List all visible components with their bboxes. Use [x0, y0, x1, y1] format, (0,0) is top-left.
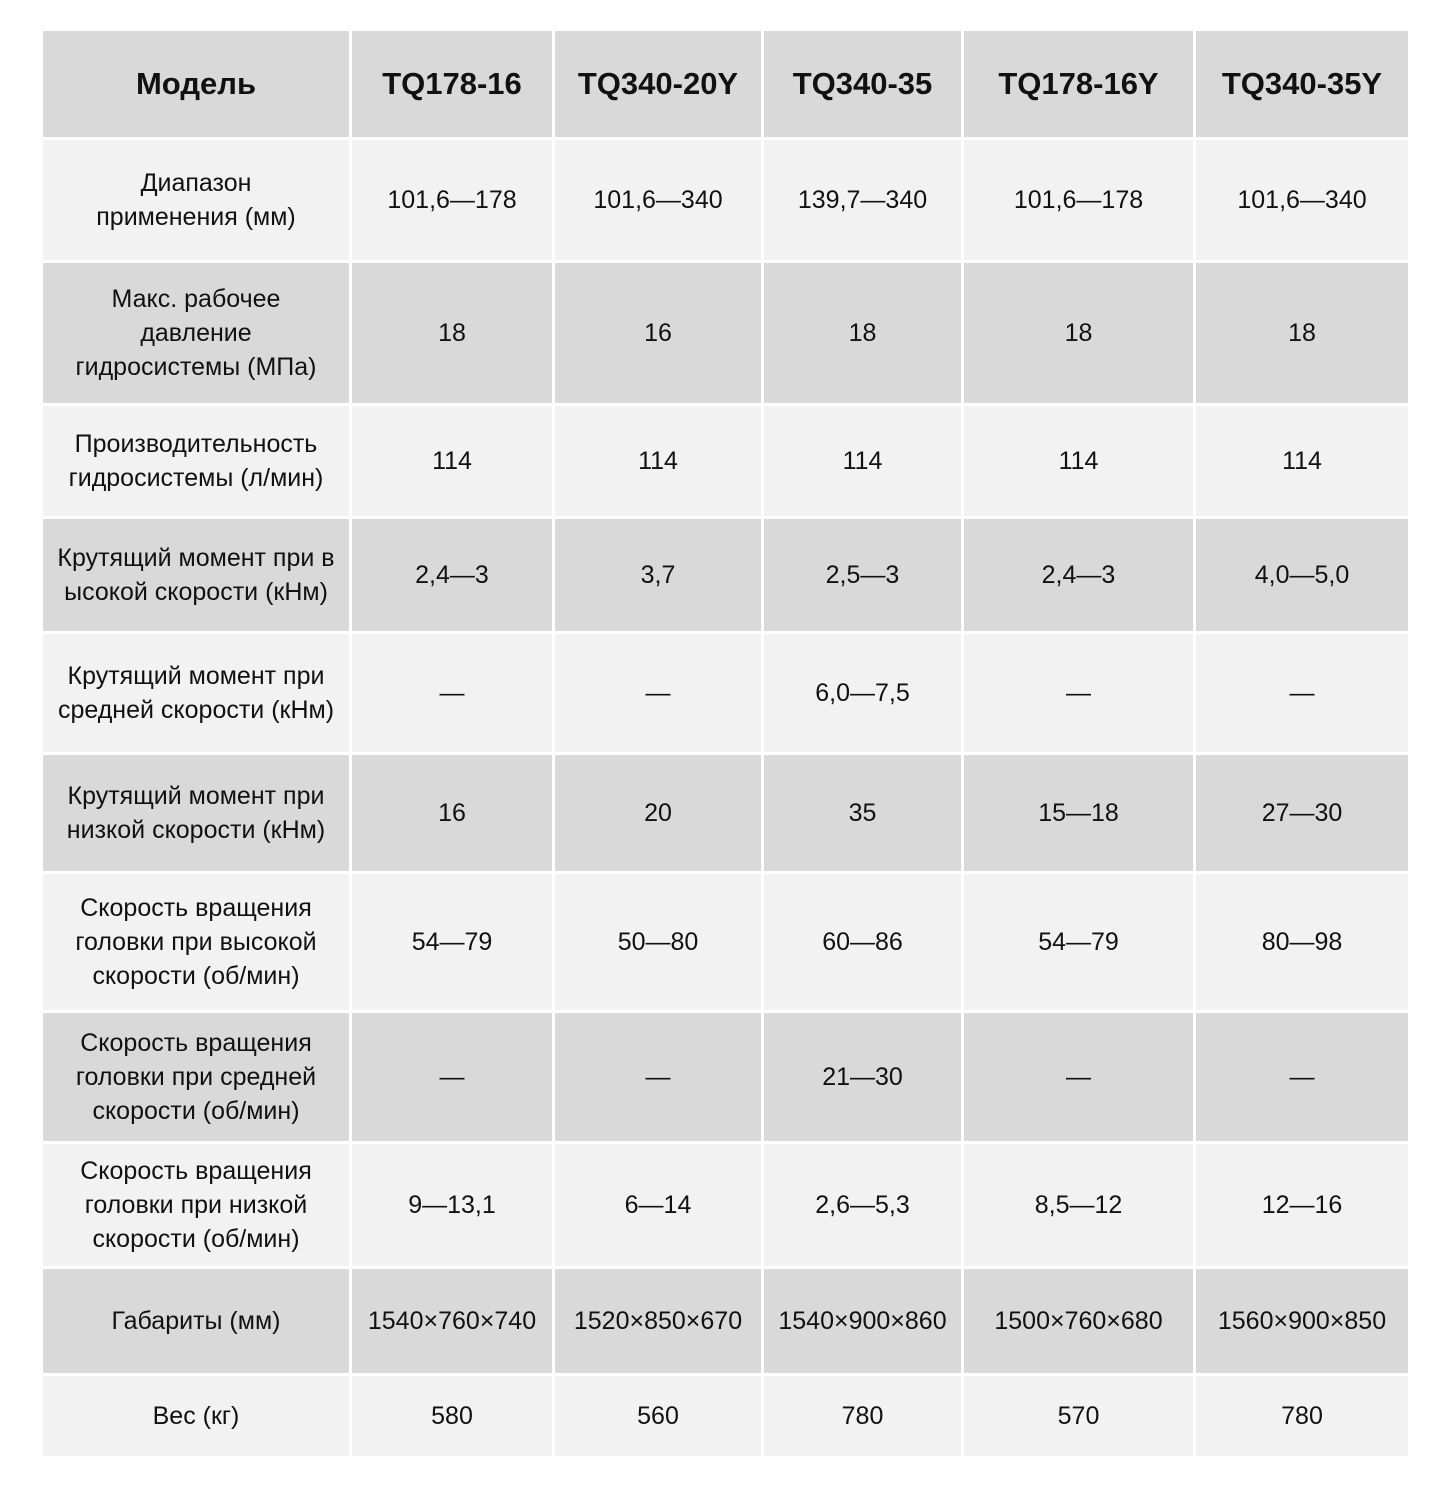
value-cell: —: [555, 1013, 761, 1141]
table-row: [43, 874, 1408, 1010]
table-row: [43, 1269, 1408, 1373]
value-cell: 54—79: [352, 874, 552, 1010]
value-cell: 15—18: [964, 755, 1193, 871]
header-cell-tq340-35: TQ340-35: [764, 31, 961, 137]
value-cell: 16: [352, 755, 552, 871]
value-cell: 580: [352, 1376, 552, 1456]
value-cell: 35: [764, 755, 961, 871]
value-cell: 80—98: [1196, 874, 1408, 1010]
value-cell: —: [964, 634, 1193, 752]
parameter-cell: Крутящий момент при средней скорости (кНм): [43, 634, 349, 752]
value-cell: 114: [555, 406, 761, 516]
value-cell: 2,5—3: [764, 519, 961, 631]
parameter-cell: Скорость вращения головки при низкой скорости (об/мин): [43, 1144, 349, 1266]
value-cell: 780: [1196, 1376, 1408, 1456]
value-cell: 12—16: [1196, 1144, 1408, 1266]
value-cell: —: [352, 1013, 552, 1141]
value-cell: 50—80: [555, 874, 761, 1010]
value-cell: 21—30: [764, 1013, 961, 1141]
header-cell-tq178-16y: TQ178-16Y: [964, 31, 1193, 137]
value-cell: 1500×760×680: [964, 1269, 1193, 1373]
header-cell-tq340-20y: TQ340-20Y: [555, 31, 761, 137]
value-cell: 18: [352, 263, 552, 403]
value-cell: 18: [764, 263, 961, 403]
value-cell: 114: [964, 406, 1193, 516]
table-row: [43, 755, 1408, 871]
value-cell: 139,7—340: [764, 140, 961, 260]
value-cell: 20: [555, 755, 761, 871]
value-cell: 16: [555, 263, 761, 403]
value-cell: 2,4—3: [352, 519, 552, 631]
value-cell: 570: [964, 1376, 1193, 1456]
value-cell: 9—13,1: [352, 1144, 552, 1266]
value-cell: 8,5—12: [964, 1144, 1193, 1266]
value-cell: 6—14: [555, 1144, 761, 1266]
table-row: [43, 1013, 1408, 1141]
parameter-cell: Скорость вращения головки при средней скорости (об/мин): [43, 1013, 349, 1141]
specifications-table: [40, 28, 1411, 1459]
table-row: [43, 634, 1408, 752]
value-cell: 114: [1196, 406, 1408, 516]
parameter-cell: Макс. рабочее давление гидросистемы (МПа): [43, 263, 349, 403]
header-cell-tq178-16: TQ178-16: [352, 31, 552, 137]
table-row: [43, 1144, 1408, 1266]
table-row: [43, 1376, 1408, 1456]
value-cell: 3,7: [555, 519, 761, 631]
header-row: [43, 31, 1408, 137]
value-cell: 101,6—178: [352, 140, 552, 260]
value-cell: 54—79: [964, 874, 1193, 1010]
value-cell: —: [1196, 1013, 1408, 1141]
parameter-cell: Скорость вращения головки при высокой скорости (об/мин): [43, 874, 349, 1010]
value-cell: 6,0—7,5: [764, 634, 961, 752]
value-cell: 101,6—340: [555, 140, 761, 260]
value-cell: 114: [764, 406, 961, 516]
header-cell-tq340-35y: TQ340-35Y: [1196, 31, 1408, 137]
table-row: [43, 140, 1408, 260]
value-cell: 780: [764, 1376, 961, 1456]
value-cell: 27—30: [1196, 755, 1408, 871]
value-cell: 1540×760×740: [352, 1269, 552, 1373]
value-cell: 2,6—5,3: [764, 1144, 961, 1266]
table-row: [43, 519, 1408, 631]
table-row: [43, 263, 1408, 403]
value-cell: 4,0—5,0: [1196, 519, 1408, 631]
value-cell: —: [964, 1013, 1193, 1141]
value-cell: —: [555, 634, 761, 752]
value-cell: 560: [555, 1376, 761, 1456]
value-cell: 101,6—178: [964, 140, 1193, 260]
header-cell-model: Модель: [43, 31, 349, 137]
parameter-cell: Производительность гидросистемы (л/мин): [43, 406, 349, 516]
value-cell: 1540×900×860: [764, 1269, 961, 1373]
parameter-cell: Диапазон применения (мм): [43, 140, 349, 260]
value-cell: 60—86: [764, 874, 961, 1010]
value-cell: —: [1196, 634, 1408, 752]
table-row: [43, 406, 1408, 516]
value-cell: —: [352, 634, 552, 752]
value-cell: 1520×850×670: [555, 1269, 761, 1373]
value-cell: 114: [352, 406, 552, 516]
parameter-cell: Вес (кг): [43, 1376, 349, 1456]
parameter-cell: Крутящий момент при в ысокой скорости (кНм): [43, 519, 349, 631]
parameter-cell: Габариты (мм): [43, 1269, 349, 1373]
value-cell: 101,6—340: [1196, 140, 1408, 260]
value-cell: 2,4—3: [964, 519, 1193, 631]
parameter-cell: Крутящий момент при низкой скорости (кНм): [43, 755, 349, 871]
value-cell: 18: [964, 263, 1193, 403]
value-cell: 1560×900×850: [1196, 1269, 1408, 1373]
value-cell: 18: [1196, 263, 1408, 403]
